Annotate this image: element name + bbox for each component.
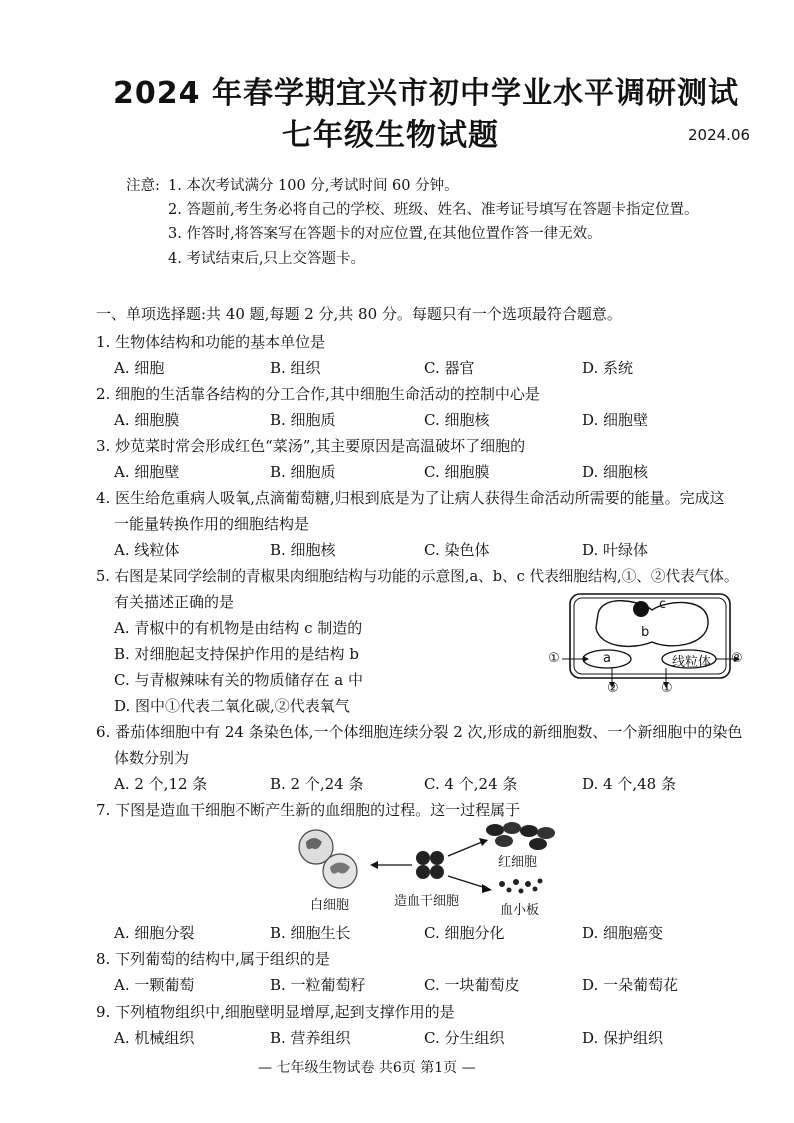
question-stem: 4. 医生给危重病人吸氧,点滴葡萄糖,归根到底是为了让病人获得生命活动所需要的能量。完成这: [96, 489, 725, 507]
question-option: D. 图中①代表二氧化碳,②代表氧气: [114, 697, 350, 715]
label-red-cell: 红细胞: [498, 855, 538, 870]
question-option: A. 细胞分裂: [114, 924, 195, 942]
red-blood-cell-icon: [486, 822, 555, 850]
question-stem: 6. 番茄体细胞中有 24 条染色体,一个体细胞连续分裂 2 次,形成的新细胞数、一个新细胞中的染色: [96, 723, 743, 741]
label-mitochondria: 线粒体: [672, 655, 712, 670]
gas-1-bottom: ①: [661, 681, 673, 696]
question-option: D. 叶绿体: [582, 541, 649, 559]
question-stem: 5. 右图是某同学绘制的青椒果肉细胞结构与功能的示意图,a、b、c 代表细胞结构,①、②代表气体。: [96, 568, 739, 585]
gas-2-bottom: ②: [607, 681, 619, 696]
question-option: A. 一颗葡萄: [114, 976, 195, 994]
question-option: A. 线粒体: [114, 541, 180, 559]
page-footer: — 七年级生物试卷 共6页 第1页 —: [258, 1060, 476, 1076]
page-title: 2024 年春学期宜兴市初中学业水平调研测试: [113, 76, 739, 111]
exam-date: 2024.06: [688, 126, 751, 144]
gas-1-left: ①: [548, 651, 560, 666]
section-heading: 一、单项选择题:共 40 题,每题 2 分,共 80 分。每题只有一个选项最符合题意。: [96, 305, 622, 323]
question-option: B. 营养组织: [270, 1029, 351, 1047]
question-option: A. 细胞壁: [114, 463, 180, 481]
question-option: D. 4 个,48 条: [582, 775, 676, 793]
question-option: C. 4 个,24 条: [424, 775, 518, 793]
question-option: C. 分生组织: [424, 1029, 505, 1047]
question-option: C. 细胞核: [424, 411, 490, 429]
label-b: b: [641, 625, 650, 640]
question-option: B. 对细胞起支持保护作用的是结构 b: [114, 645, 359, 663]
question-stem-cont: 体数分别为: [114, 749, 190, 767]
question-option: C. 与青椒辣味有关的物质储存在 a 中: [114, 671, 363, 689]
question-option: A. 细胞膜: [114, 411, 180, 429]
question-option: C. 细胞膜: [424, 463, 490, 481]
label-platelet: 血小板: [500, 903, 540, 918]
question-option: B. 2 个,24 条: [270, 775, 364, 793]
question-option: D. 细胞核: [582, 463, 649, 481]
question-option: D. 一朵葡萄花: [582, 976, 679, 994]
notice-item: 4. 考试结束后,只上交答题卡。: [168, 251, 366, 267]
question-option: D. 细胞壁: [582, 411, 649, 429]
question-stem-cont: 有关描述正确的是: [114, 593, 235, 611]
question-option: B. 一粒葡萄籽: [270, 976, 366, 994]
question-stem: 2. 细胞的生活靠各结构的分工合作,其中细胞生命活动的控制中心是: [96, 385, 540, 403]
nucleus-dot: [633, 601, 649, 617]
label-white-cell: 白细胞: [310, 898, 350, 913]
question-option: B. 组织: [270, 359, 321, 377]
question-option: C. 细胞分化: [424, 924, 505, 942]
question-stem: 9. 下列植物组织中,细胞壁明显增厚,起到支撑作用的是: [96, 1003, 455, 1021]
notice-item: 3. 作答时,将答案写在答题卡的对应位置,在其他位置作答一律无效。: [168, 226, 602, 242]
question-option: D. 细胞癌变: [582, 924, 664, 942]
question-option: A. 机械组织: [114, 1029, 195, 1047]
cell-structure-figure: [540, 588, 755, 700]
question-option: D. 保护组织: [582, 1029, 664, 1047]
notice-item: 1. 本次考试满分 100 分,考试时间 60 分钟。: [168, 178, 459, 194]
question-option: C. 染色体: [424, 541, 490, 559]
gas-2-right: ②: [731, 651, 743, 666]
label-stem-cell: 造血干细胞: [394, 894, 460, 909]
notice-label: 注意:: [126, 178, 160, 194]
page-subtitle: 七年级生物试题: [282, 118, 499, 153]
question-option: A. 细胞: [114, 359, 165, 377]
stem-cell-icon: [416, 851, 444, 879]
question-stem-cont: 一能量转换作用的细胞结构是: [114, 515, 310, 533]
platelet-icon: [499, 879, 543, 894]
question-stem: 3. 炒苋菜时常会形成红色“菜汤”,其主要原因是高温破坏了细胞的: [96, 437, 526, 455]
question-option: B. 细胞质: [270, 463, 336, 481]
question-option: C. 一块葡萄皮: [424, 976, 520, 994]
question-option: C. 器官: [424, 359, 475, 377]
white-blood-cell-icon: [299, 830, 357, 888]
question-stem: 7. 下图是造血干细胞不断产生新的血细胞的过程。这一过程属于: [96, 801, 521, 819]
question-option: B. 细胞质: [270, 411, 336, 429]
question-option: B. 细胞生长: [270, 924, 351, 942]
notice-item: 2. 答题前,考生务必将自己的学校、班级、姓名、准考证号填写在答题卡指定位置。: [168, 202, 699, 218]
question-stem: 1. 生物体结构和功能的基本单位是: [96, 333, 326, 351]
question-stem: 8. 下列葡萄的结构中,属于组织的是: [96, 950, 330, 968]
question-option: B. 细胞核: [270, 541, 336, 559]
question-option: D. 系统: [582, 359, 634, 377]
label-a: a: [603, 651, 611, 666]
question-option: A. 2 个,12 条: [114, 775, 208, 793]
label-c: c: [659, 597, 667, 612]
question-option: A. 青椒中的有机物是由结构 c 制造的: [114, 619, 363, 637]
